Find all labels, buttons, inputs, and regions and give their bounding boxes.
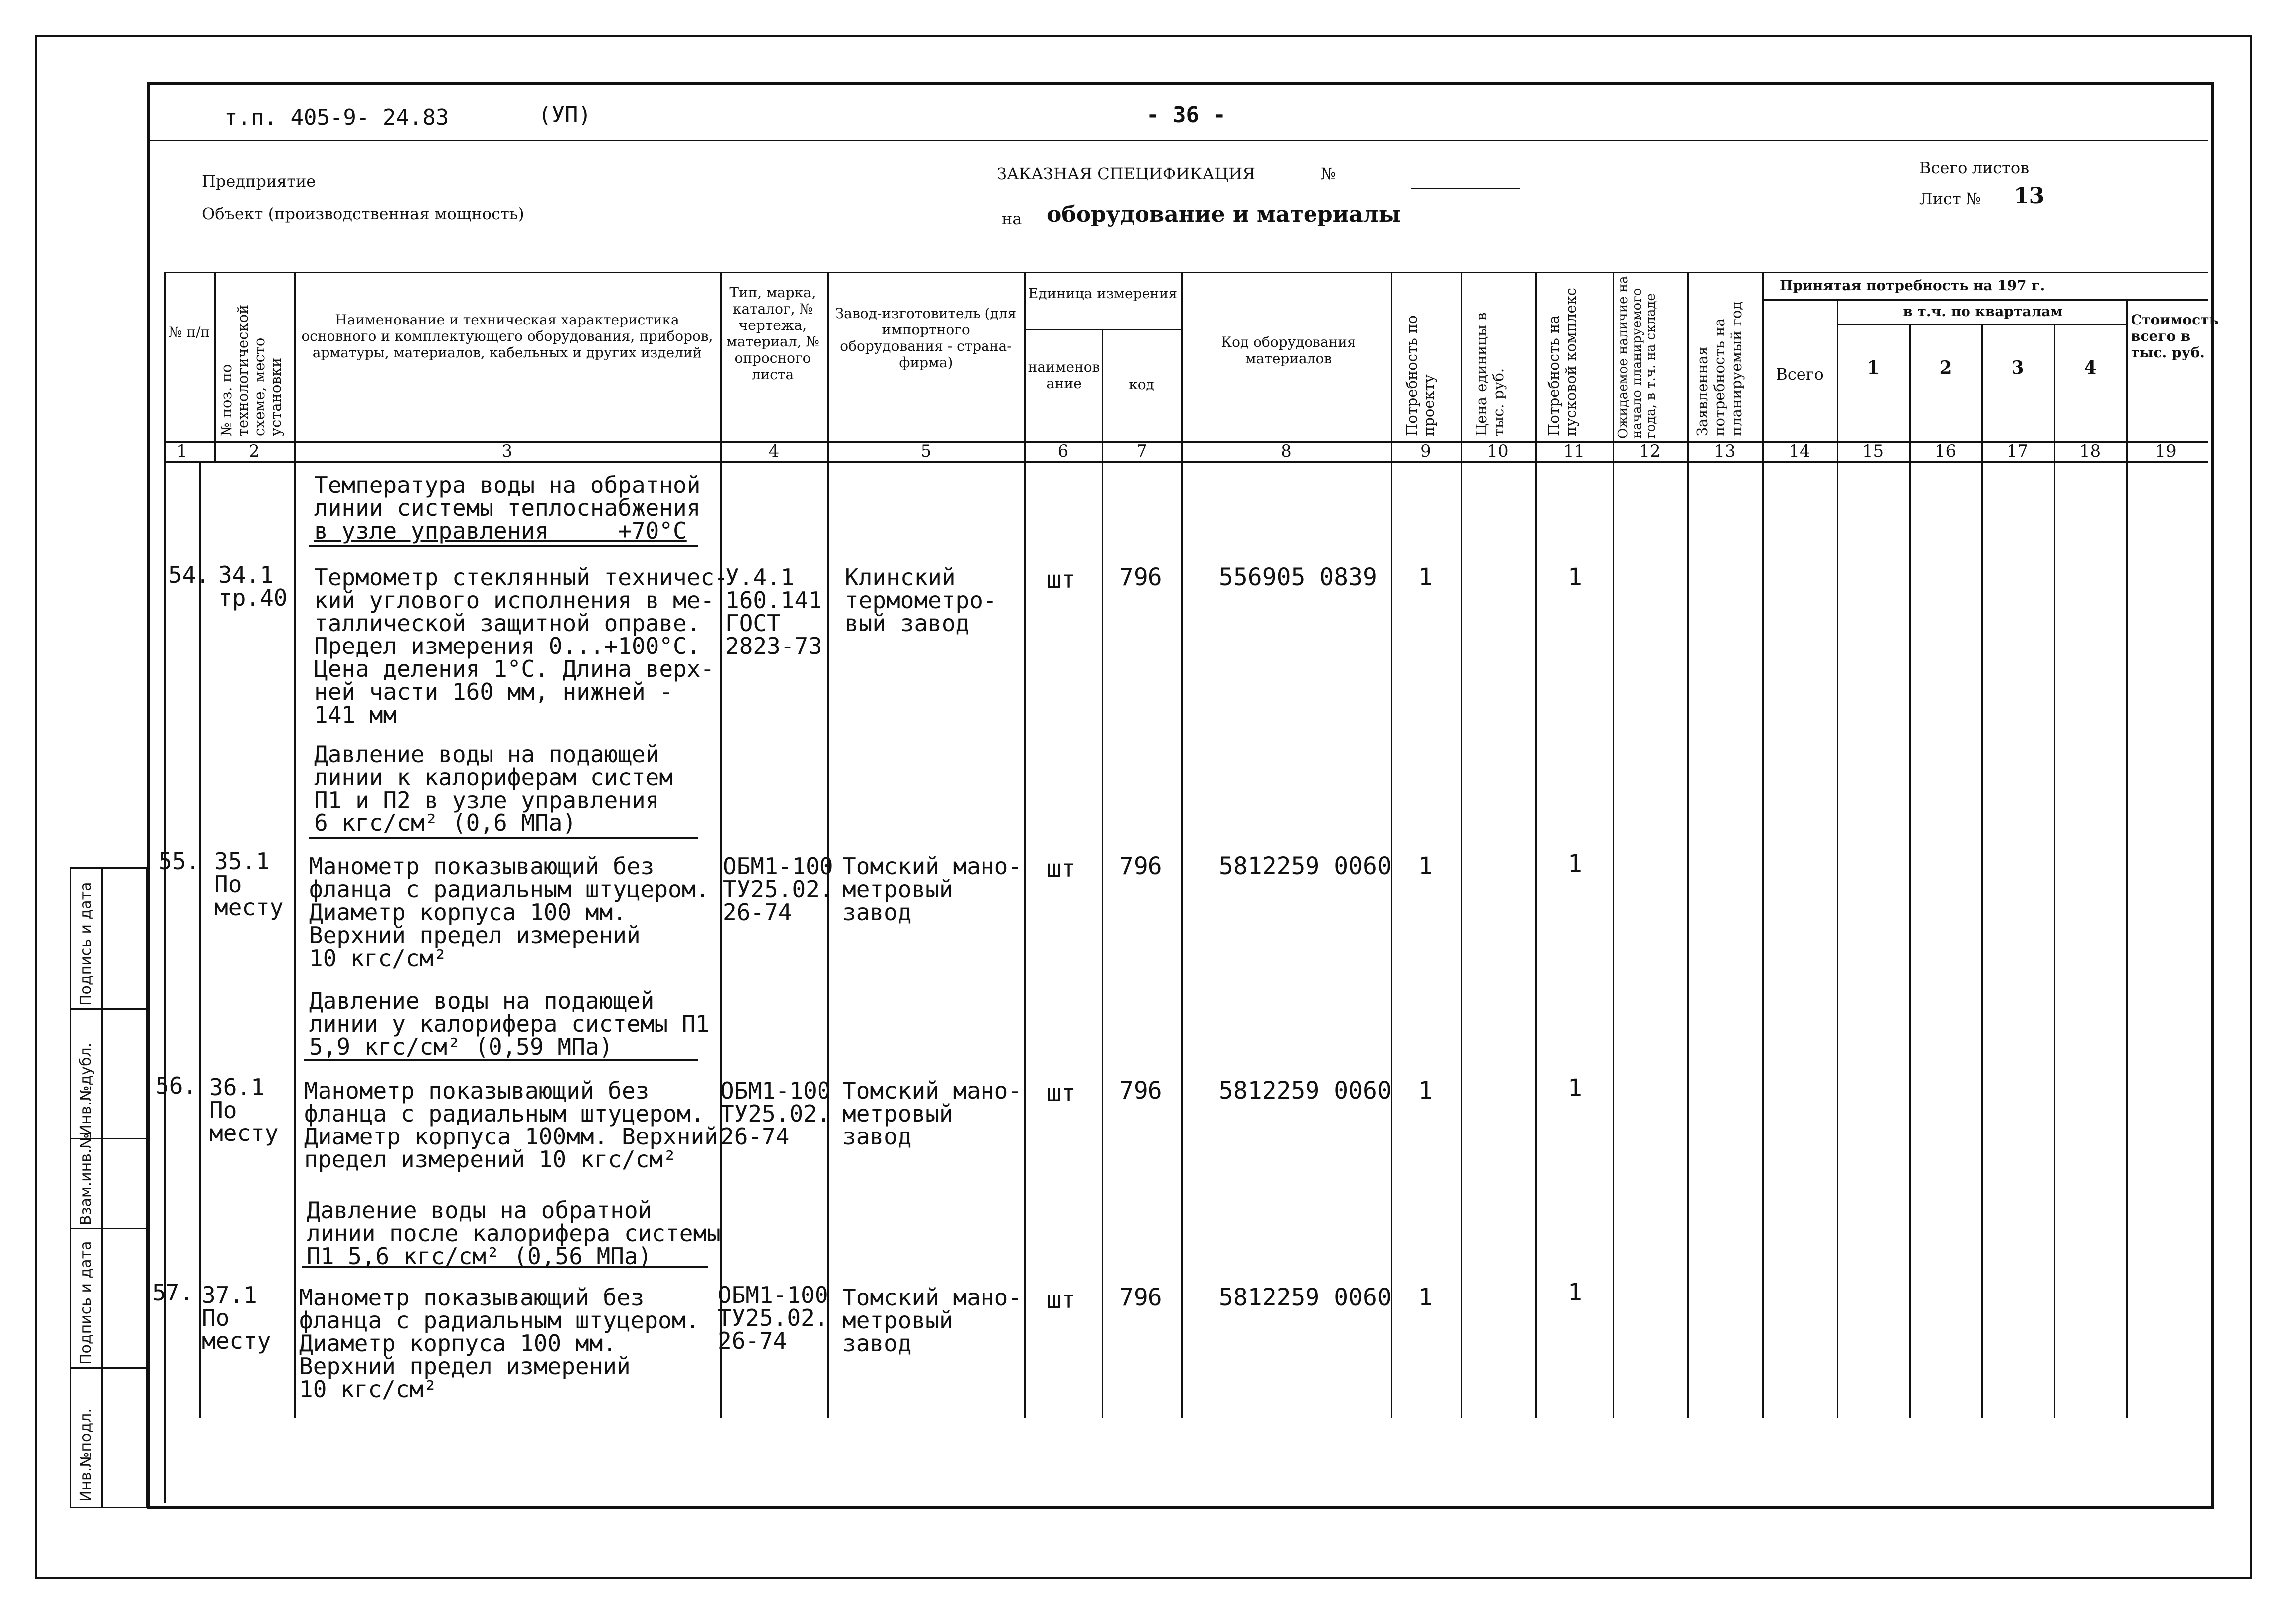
col-number: 2 [249,441,260,461]
col-number: 9 [1420,441,1431,461]
project-need: 1 [1418,1284,1433,1311]
side-stamp-signature-date-2: Подпись и дата [77,882,95,1006]
plant-line: термометро- [845,587,997,614]
heading-line: линии к калориферам систем [314,764,673,791]
unit-name: шт [1047,566,1076,594]
spec-title: ЗАКАЗНАЯ СПЕЦИФИКАЦИЯ [997,164,1255,183]
col-12-header: Ожидаемое наличие на начало планируемого года, в т.ч. на складе [1616,276,1658,439]
name-line: Предел измерения 0...+100°С. [314,633,701,659]
type-cell [720,1079,831,1148]
type-line: ТУ25.02. [720,1100,831,1127]
section-heading [307,1199,721,1268]
side-stamp-line [71,1008,146,1010]
name-line: Диаметр корпуса 100мм. Верхний [304,1123,718,1150]
col-7-header: код [1129,376,1154,393]
name-line: фланца с радиальным штуцером. [299,1307,700,1334]
numbers-bottom-line [164,461,2208,463]
plant-line: завод [842,1330,912,1357]
col-number: 18 [2079,441,2101,461]
col-5-header: Завод-изготовитель (для импортного оборудования - страна-фирма) [835,305,1017,371]
position-cell [214,850,283,919]
name-line: таллической защитной оправе. [314,610,701,637]
type-line: ТУ25.02. [723,876,833,903]
name-line: кий углового исполнения в ме- [314,587,715,614]
project-need: 1 [1418,852,1433,880]
heading-underline [302,1266,708,1268]
type-line: ОБМ1-100 [720,1077,831,1104]
col-15-group-header: в т.ч. по кварталам [1903,303,2063,320]
page-number: - 36 - [1147,102,1226,128]
on-label: на [1002,209,1022,228]
position-line: 36.1 [209,1074,265,1101]
position-line: По [202,1304,230,1331]
type-line: 26-74 [718,1327,787,1354]
col-18-header: 4 [2084,357,2097,378]
heading-underline [304,1059,698,1061]
side-stamp-line [71,1228,146,1229]
col-number: 16 [1934,441,1957,461]
col-13-header: Заявленная потребность на планируемый год [1694,301,1745,436]
col-number: 12 [1639,441,1661,461]
plant-line: Томский мано- [842,1077,1022,1104]
type-line: 160.141 [725,587,822,614]
col-14-group-header: Принятая потребность на 197 г. [1780,277,2045,294]
col-line [1981,324,1983,1418]
col-number: 17 [2006,441,2029,461]
col-number: 13 [1714,441,1736,461]
name-line: ней части 160 мм, нижней - [314,678,673,705]
row-number: 55. [159,848,200,875]
unit-code: 796 [1119,1284,1162,1311]
enterprise-label: Предприятие [202,172,316,191]
name-line: фланца с радиальным штуцером. [309,876,710,903]
item-code: 5812259 0060 [1219,1077,1392,1105]
plant-line: Томский мано- [842,1284,1022,1311]
sheet-label: Лист № [1919,189,1981,208]
item-code: 5812259 0060 [1219,852,1392,880]
name-line: фланца с радиальным штуцером. [304,1100,705,1127]
position-cell [209,1076,278,1144]
item-name-cell [299,1286,699,1401]
row-number: 56. [156,1072,197,1099]
plant-cell [842,1286,1022,1355]
col-1-header: № п/п [168,324,210,340]
row-number: 57. [152,1279,194,1306]
unit-code: 796 [1119,852,1162,880]
name-line: Манометр показывающий без [309,853,655,880]
name-line: Цена деления 1°С. Длина верх- [314,655,715,682]
col-3-header: Наименование и техническая характеристика основного и комплектующего оборудования, приборов, арматуры, материалов, кабельных и других изделий [301,312,713,361]
side-stamp-original-inv: Инв.№подл. [77,1408,95,1502]
col-14-header: Всего [1776,365,1824,384]
type-line: 26-74 [720,1123,790,1150]
heading-line: П1 и П2 в узле управления [314,787,659,813]
item-code: 556905 0839 [1219,563,1377,591]
type-line: ТУ25.02. [718,1304,828,1331]
plant-line: метровый [842,876,953,903]
item-name-cell [314,566,728,726]
col-number: 5 [920,441,932,461]
position-cell [202,1284,271,1352]
type-line: 26-74 [723,899,792,926]
name-line: 10 кгс/см² [309,945,447,971]
col-17-header: 3 [2011,357,2024,378]
volume-label: (УП) [538,102,591,128]
col-4-header: Тип, марка, каталог, № чертежа, материал, № опросного листа [726,284,819,383]
position-line: По [214,871,242,898]
name-line: Диаметр корпуса 100 мм. [309,899,627,926]
col-line [1837,299,1838,1418]
item-name-cell [304,1079,718,1171]
launch-need: 1 [1568,563,1582,591]
col-8-header: Код оборудования материалов [1221,334,1356,367]
accepted-sub-line [1762,299,2208,301]
name-line: 10 кгс/см² [299,1376,437,1403]
heading-line: линии у калорифера системы П1 [309,1010,710,1037]
name-line: Верхний предел измерений [309,922,641,949]
position-line: месту [202,1327,271,1354]
position-line: тр.40 [218,584,288,611]
section-heading [309,989,709,1058]
doc-code: т.п. 405-9- 24.83 [224,105,449,130]
unit-code: 796 [1119,1077,1162,1105]
col-number: 10 [1487,441,1509,461]
col-line [1909,324,1911,1418]
position-line: 34.1 [218,561,274,588]
type-cell [725,566,822,657]
launch-need: 1 [1568,1074,1582,1102]
heading-line: линии после калорифера системы [307,1220,721,1247]
side-stamp-replacement-inv: Взам.инв.№ [77,1133,95,1225]
col-9-header: Потребность по проекту [1403,315,1437,436]
heading-line: 5,9 кгс/см² (0,59 МПа) [309,1033,613,1060]
position-line: месту [214,894,284,921]
launch-need: 1 [1568,1279,1582,1306]
col-10-header: Цена единицы в тыс. руб. [1473,312,1507,436]
plant-line: Томский мано- [842,853,1022,880]
section-heading [314,743,673,834]
col-number: 15 [1862,441,1884,461]
col-number: 4 [768,441,780,461]
item-name-cell [309,855,709,970]
plant-line: Клинский [845,564,956,591]
type-cell [718,1284,828,1352]
col-number: 11 [1563,441,1585,461]
col-line [2054,324,2055,1418]
side-stamp-duplicate-inv: Инв.№дубл. [77,1042,95,1135]
unit-name: шт [1047,1286,1076,1314]
name-line: Диаметр корпуса 100 мм. [299,1330,617,1357]
item-code: 5812259 0060 [1219,1284,1392,1311]
col-number: 14 [1789,441,1810,461]
heading-line: П1 5,6 кгс/см² (0,56 МПа) [307,1243,652,1270]
name-line: Термометр стеклянный техничес- [314,564,728,591]
type-line: 2823-73 [725,633,822,659]
col-number: 6 [1057,441,1069,461]
unit-code: 796 [1119,563,1162,591]
name-line: Манометр показывающий без [304,1077,650,1104]
heading-line: линии системы теплоснабжения [314,494,701,521]
plant-line: завод [842,899,912,926]
col-number: 1 [176,441,187,461]
name-line: Манометр показывающий без [299,1284,645,1311]
section-heading [314,474,700,542]
col-6-group-header: Единица измерения [1028,285,1178,302]
col-11-header: Потребность на пусковой комплекс [1545,288,1579,436]
type-line: ГОСТ [725,610,781,637]
stamp-divider [150,140,2208,141]
plant-cell [845,566,997,635]
table-top-line [164,272,2208,273]
position-line: месту [209,1120,279,1146]
row-number: 54. [168,561,210,588]
name-line: Верхний предел измерений [299,1353,631,1380]
type-line: ОБМ1-100 [718,1282,828,1308]
launch-need: 1 [1568,850,1582,878]
name-line: предел измерений 10 кгс/см² [304,1146,677,1173]
heading-underline [309,545,698,547]
side-stamp-divider [101,869,103,1507]
side-stamp-signature-date: Подпись и дата [77,1241,95,1365]
position-cell [218,563,287,609]
plant-cell [842,855,1022,924]
heading-line: в узле управления +70°С [314,517,687,544]
col-number: 8 [1281,441,1292,461]
plant-line: метровый [842,1307,953,1334]
type-line: У.4.1 [725,564,795,591]
project-need: 1 [1418,1077,1433,1105]
spec-subject: оборудование и материалы [1047,202,1401,227]
unit-name: шт [1047,1079,1076,1107]
total-sheets-label: Всего листов [1919,159,2030,177]
plant-cell [842,1079,1022,1148]
position-line: По [209,1097,237,1124]
plant-line: метровый [842,1100,953,1127]
project-need: 1 [1418,563,1433,591]
col-number: 7 [1136,441,1147,461]
unit-name: шт [1047,855,1076,883]
spec-number-line [1411,188,1520,189]
col-number: 3 [501,441,513,461]
col-16-header: 2 [1939,357,1952,378]
col-15-header: 1 [1867,357,1880,378]
heading-underline [309,837,698,839]
position-line: 37.1 [202,1282,257,1308]
col-line [214,272,216,461]
col-6-header: наименование [1028,359,1100,392]
col-number: 19 [2155,441,2177,461]
object-label: Объект (производственная мощность) [202,204,524,223]
side-stamp-line [71,1367,146,1369]
plant-line: завод [842,1123,912,1150]
heading-line: Давление воды на обратной [307,1197,652,1224]
side-approval-stamp [70,867,148,1508]
col-19-header: Стоимость всего в тыс. руб. [2131,312,2219,361]
heading-line: Давление воды на подающей [309,987,655,1014]
heading-line: Давление воды на подающей [314,741,659,768]
plant-line: вый завод [845,610,970,637]
type-cell [723,855,833,924]
col-2-header: № поз. по технологической схеме, место установки [218,304,284,436]
heading-line: 6 кгс/см² (0,6 МПа) [314,810,577,836]
col-line [2126,299,2128,1418]
type-line: ОБМ1-100 [723,853,833,880]
col-line [1102,329,1103,1418]
heading-line: Температура воды на обратной [314,472,701,498]
position-line: 35.1 [214,848,270,875]
col-line [199,461,201,1418]
sheet-number: 13 [2014,183,2045,209]
spec-number-label: № [1321,164,1336,183]
name-line: 141 мм [314,701,397,728]
